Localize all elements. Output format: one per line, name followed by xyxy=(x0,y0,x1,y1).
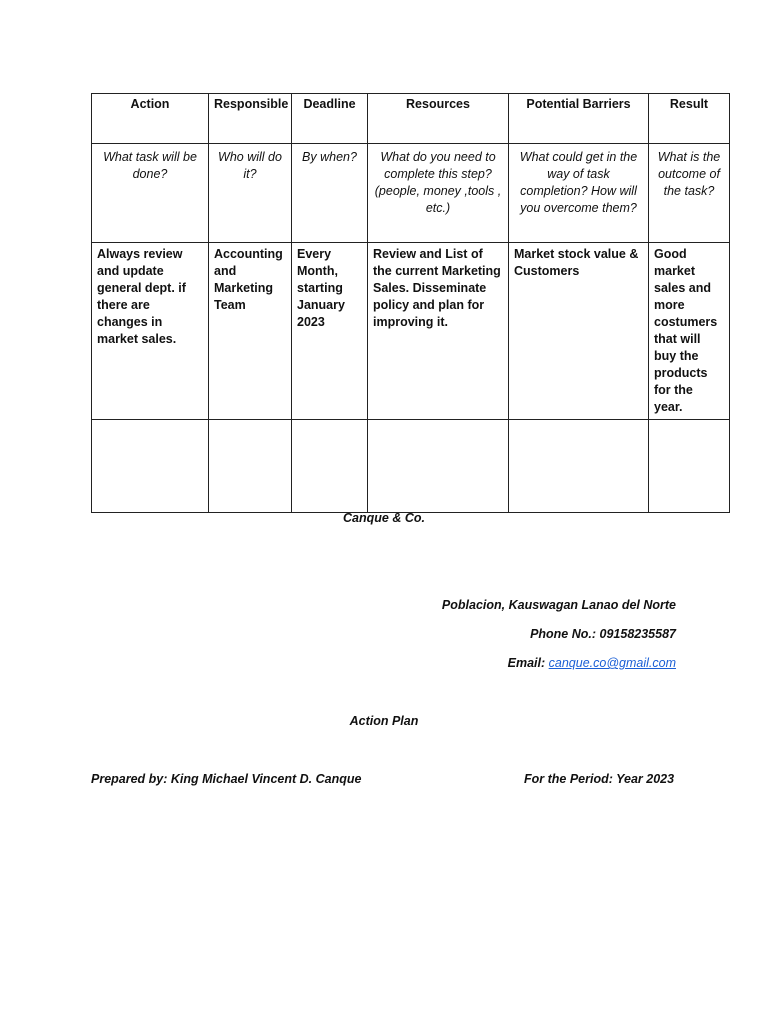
empty-cell xyxy=(649,420,730,513)
period-line xyxy=(524,772,674,786)
table-row xyxy=(92,243,730,420)
empty-cell xyxy=(292,420,368,513)
company-address: Poblacion, Kauswagan Lanao del Norte xyxy=(441,598,676,612)
guide-action: What task will be done? xyxy=(92,144,209,243)
guide-result: What is the outcome of the task? xyxy=(649,144,730,243)
guide-row xyxy=(92,144,730,243)
empty-cell xyxy=(368,420,509,513)
entry-responsible: Accounting and Marketing Team xyxy=(209,243,292,420)
guide-deadline: By when? xyxy=(292,144,368,243)
guide-responsible: Who will do it? xyxy=(209,144,292,243)
prepared-by-name: King Michael Vincent D. Canque xyxy=(170,772,362,786)
header-resources: Resources xyxy=(368,94,509,144)
guide-resources: What do you need to complete this step? (people, money ,tools , etc.) xyxy=(368,144,509,243)
email-link[interactable]: canque.co@gmail.com xyxy=(548,656,676,670)
entry-deadline: Every Month, starting January 2023 xyxy=(292,243,368,420)
empty-cell xyxy=(209,420,292,513)
action-plan-table xyxy=(91,93,730,513)
phone-label: Phone No.: xyxy=(530,627,600,641)
email-label: Email: xyxy=(507,656,549,670)
header-deadline: Deadline xyxy=(292,94,368,144)
company-name: Canque & Co. xyxy=(343,511,425,525)
prepared-by-line xyxy=(91,772,361,786)
phone-line xyxy=(530,627,676,641)
entry-resources: Review and List of the current Marketing Sales. Disseminate policy and plan for improving it. xyxy=(368,243,509,420)
entry-potential-barriers: Market stock value & Customers xyxy=(509,243,649,420)
period-label: For the Period: xyxy=(524,772,617,786)
phone-number: 09158235587 xyxy=(599,627,676,641)
empty-cell xyxy=(92,420,209,513)
prepared-by-label: Prepared by: xyxy=(91,772,171,786)
header-result: Result xyxy=(649,94,730,144)
entry-result: Good market sales and more costumers that will buy the products for the year. xyxy=(649,243,730,420)
entry-action: Always review and update general dept. if there are changes in market sales. xyxy=(92,243,209,420)
empty-cell xyxy=(509,420,649,513)
header-row xyxy=(92,94,730,144)
guide-potential-barriers: What could get in the way of task completion? How will you overcome them? xyxy=(509,144,649,243)
header-action: Action xyxy=(92,94,209,144)
period-value: Year 2023 xyxy=(616,772,675,786)
email-line xyxy=(508,656,676,670)
empty-row xyxy=(92,420,730,513)
document-title: Action Plan xyxy=(349,714,419,728)
header-potential-barriers: Potential Barriers xyxy=(509,94,649,144)
header-responsible: Responsible xyxy=(209,94,292,144)
